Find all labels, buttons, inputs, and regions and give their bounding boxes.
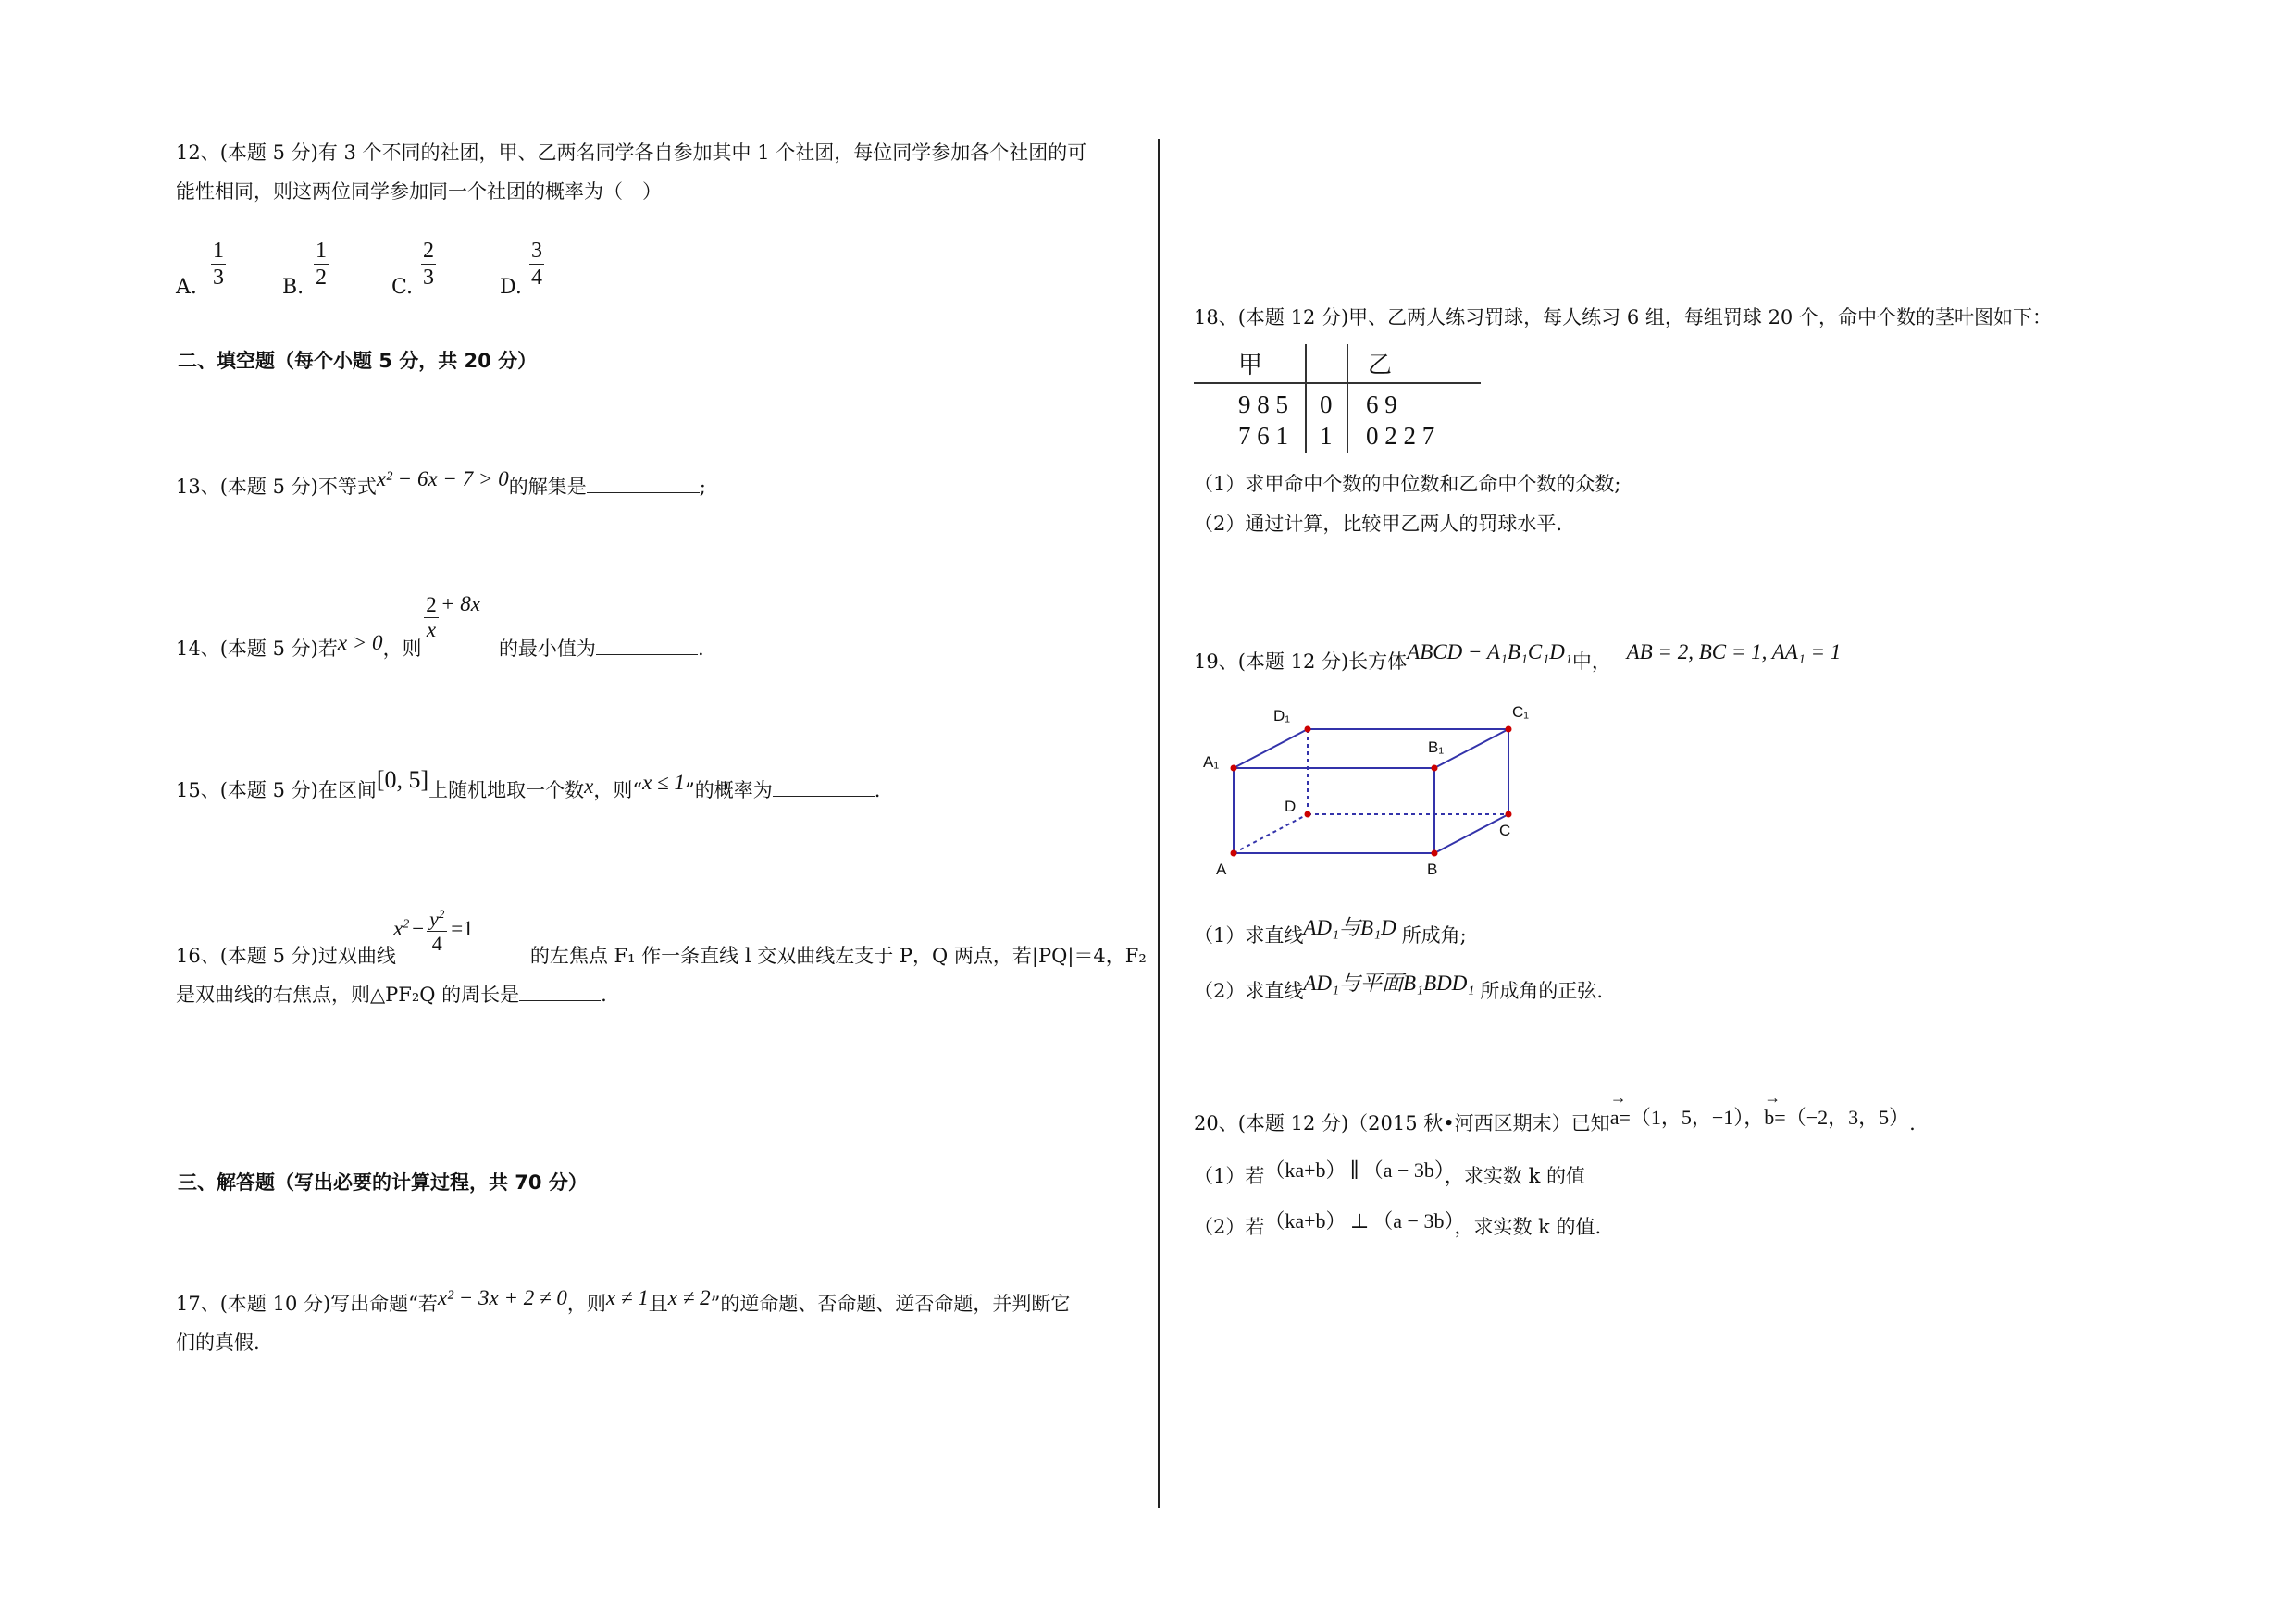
stem-leaf-header-jia: 甲 (1238, 352, 1263, 379)
vector-b: → b (1764, 1098, 1774, 1137)
vertex-label-b1: B₁ (1428, 738, 1445, 756)
stem-leaf-plot (1194, 342, 1481, 457)
q16-line1: 16、(本题 5 分)过双曲线 的左焦点 F₁ 作一条直线 l 交双曲线左支于 P，Q 两点，若|PQ|＝4，F₂ (176, 945, 1147, 967)
cuboid-figure (1203, 703, 1545, 888)
vertex-label-c: C (1499, 822, 1511, 839)
section-solve-heading: 三、解答题（写出必要的计算过程，共 70 分） (178, 1171, 588, 1194)
q20-line1: 20、(本题 12 分)（2015 秋•河西区期末）已知→ a=（1，5，−1），→ b=（−2，3，5）. (1194, 1104, 1916, 1143)
stem-leaf-left-row2: 7 6 1 (1238, 422, 1288, 450)
q18-sub2: （2）通过计算，比较甲乙两人的罚球水平. (1194, 513, 1563, 535)
stem-leaf-right-row2: 0 2 2 7 (1366, 422, 1435, 450)
q20-sub2: （2）若（ka+b） ⊥ （a − 3b），求实数 k 的值. (1194, 1209, 1602, 1238)
section-fill-in-heading: 二、填空题（每个小题 5 分，共 20 分） (178, 350, 538, 372)
q12-line1: 12、(本题 5 分)有 3 个不同的社团，甲、乙两名同学各自参加其中 1 个社团，每位同学参加各个社团的可 (176, 142, 1087, 164)
q19-sub2: （2）求直线AD₁与平面B₁BDD₁ 所成角的正弦. (1194, 972, 1604, 1002)
stem-leaf-stem-row1: 0 (1320, 390, 1333, 418)
q14: 14、(本题 5 分)若x > 0，则 的最小值为 . (176, 631, 704, 660)
q12-line2: 能性相同，则这两位同学参加同一个社团的概率为（ ） (176, 180, 662, 203)
vertex-label-c1: C₁ (1512, 703, 1530, 721)
stem-leaf-header-yi: 乙 (1368, 352, 1393, 379)
vertex-label-a: A (1216, 861, 1227, 878)
vertex-label-d1: D₁ (1273, 707, 1291, 725)
q16-line2: 是双曲线的右焦点，则△PF₂Q 的周长是 . (176, 984, 607, 1006)
stem-leaf-right-row1: 6 9 (1366, 390, 1397, 418)
q19-line1: 19、(本题 12 分)长方体ABCD − A₁B₁C₁D₁中， AB = 2, BC = 1, AA₁ = 1 (1194, 640, 1842, 673)
q19-sub1: （1）求直线AD₁与B₁D 所成角; (1194, 916, 1467, 947)
vertex-label-a1: A₁ (1203, 753, 1220, 771)
q17-line2: 们的真假. (176, 1332, 260, 1354)
q18-sub1: （1）求甲命中个数的中位数和乙命中个数的众数; (1194, 473, 1621, 495)
q17-line1: 17、(本题 10 分)写出命题“若x² − 3x + 2 ≠ 0，则x ≠ 1且x ≠ 2”的逆命题、否命题、逆否命题，并判断它 (176, 1286, 1071, 1315)
stem-leaf-left-row1: 9 8 5 (1238, 390, 1288, 418)
stem-leaf-stem-row2: 1 (1320, 422, 1333, 450)
vector-a: → a (1610, 1098, 1620, 1137)
q20-sub1: （1）若（ka+b） ∥ （a − 3b），求实数 k 的值 (1194, 1158, 1585, 1187)
vertex-label-d: D (1285, 798, 1297, 815)
q14-expression: $\frac{2}{x}$ + 8x (424, 594, 478, 641)
q18-line1: 18、(本题 12 分)甲、乙两人练习罚球，每人练习 6 组，每组罚球 20 个，命中个数的茎叶图如下： (1194, 306, 2052, 328)
cuboid-drawing (1203, 703, 1545, 888)
stem-leaf-lines (1194, 342, 1481, 457)
q13: 13、(本题 5 分)不等式x² − 6x − 7 > 0的解集是 ; (176, 467, 706, 498)
q12-options: A. 1 3 B. 1 2 C. 2 3 D. 3 4 (176, 239, 542, 299)
q15: 15、(本题 5 分)在区间[0, 5]上随机地取一个数x，则“x ≤ 1”的概率为 . (176, 766, 881, 801)
q16-hyperbola-equation: $x^2$ − $\frac{y^2}{4}$ =1 (393, 907, 474, 956)
column-divider (1158, 139, 1160, 1508)
vertex-label-b: B (1427, 861, 1438, 878)
